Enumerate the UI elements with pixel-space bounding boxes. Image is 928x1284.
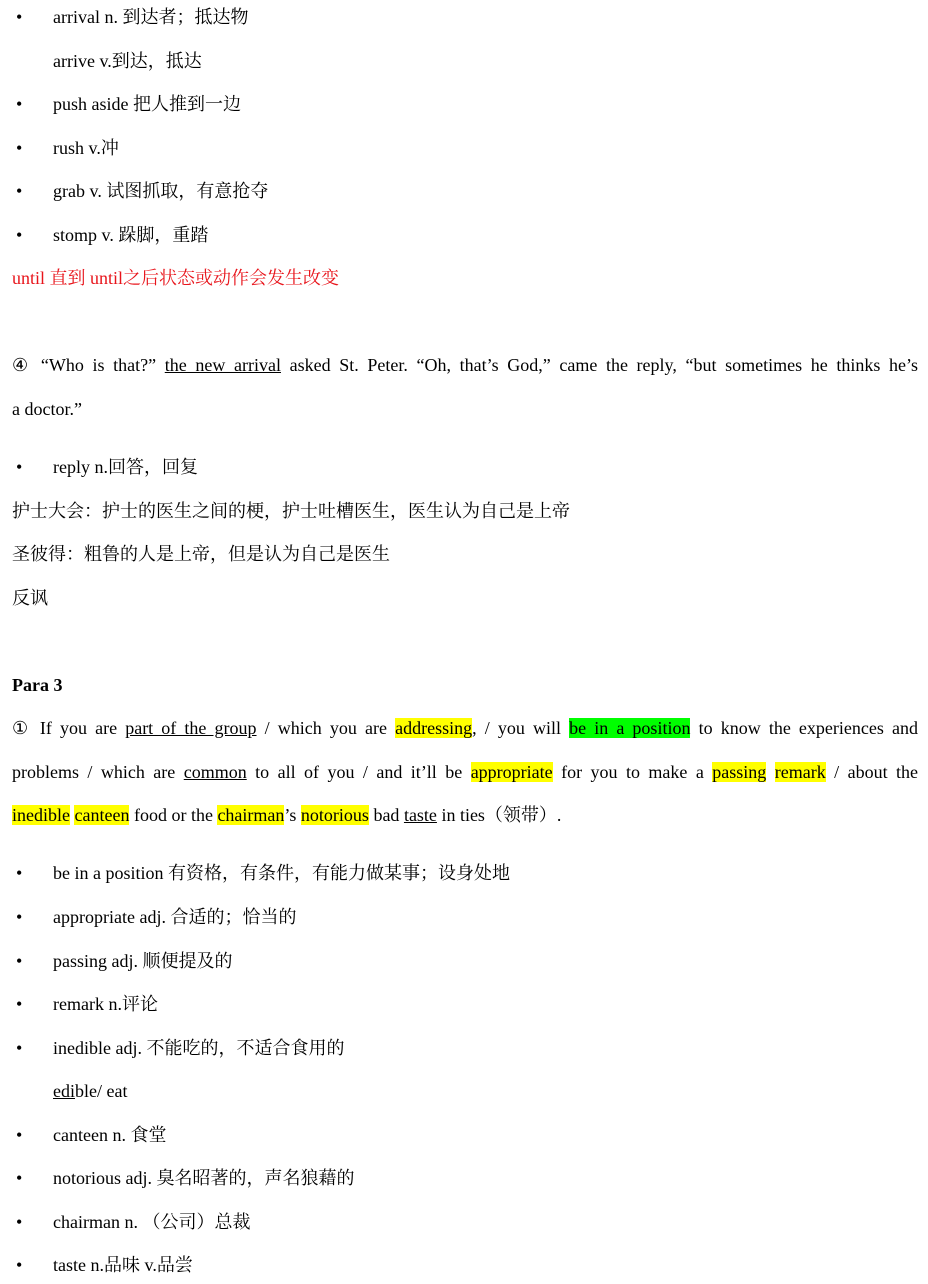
bullet-icon: • (16, 1255, 23, 1275)
vocab-text: reply n.回答，回复 (53, 457, 198, 477)
bullet-icon: • (16, 138, 23, 158)
vocab-text: appropriate adj. 合适的；恰当的 (53, 907, 297, 927)
para-text: bad (368, 805, 404, 825)
vocab-item (16, 949, 918, 973)
para-text: food or the (129, 805, 218, 825)
bullet-icon: • (16, 863, 23, 883)
quote-underline: the new arrival (164, 355, 281, 375)
quote-line-2: a doctor.” (12, 399, 82, 419)
vocab-item (16, 1123, 918, 1147)
vocab-text: push aside 把人推到一边 (53, 94, 241, 114)
vocab-item (16, 223, 918, 247)
bullet-icon: • (16, 994, 23, 1014)
highlighted-word: appropriate (470, 762, 553, 782)
para-line-3 (12, 803, 918, 827)
vocab-text: chairman n. （公司）总裁 (53, 1212, 251, 1232)
note-line: 反讽 (12, 588, 48, 608)
para-text: to all of you / and it’ll be (246, 762, 471, 782)
vocab-text: stomp v. 跺脚，重踏 (53, 225, 209, 245)
vocab-item (16, 861, 918, 885)
para-text: / which you are (256, 718, 396, 738)
vocab-text: canteen n. 食堂 (53, 1125, 167, 1145)
para-text: / about the (825, 762, 919, 782)
vocab-item (16, 992, 918, 1016)
vocab-item (16, 179, 918, 203)
vocab-item (16, 1210, 918, 1234)
highlighted-word: chairman (217, 805, 285, 825)
vocab-text: taste n.品味 v.品尝 (53, 1255, 193, 1275)
section-heading: Para 3 (12, 675, 63, 695)
bullet-icon: • (16, 1038, 23, 1058)
highlighted-word: addressing (395, 718, 473, 738)
note-line: 护士大会：护士的医生之间的梗，护士吐槽医生，医生认为自己是上帝 (12, 501, 570, 521)
para-text: ① If you are (12, 718, 126, 738)
underlined-phrase: part of the group (125, 718, 257, 738)
vocab-text: grab v. 试图抓取，有意抢夺 (53, 181, 269, 201)
vocab-item (16, 5, 918, 29)
underlined-root: edi (53, 1081, 75, 1101)
para-line-2 (12, 760, 918, 784)
note-line: 圣彼得：粗鲁的人是上帝，但是认为自己是医生 (12, 544, 390, 564)
para-text: to know the experiences and (690, 718, 918, 738)
vocab-item (16, 455, 918, 479)
para-text: problems / which are (12, 762, 184, 782)
para-text: ’s (284, 805, 301, 825)
quote-text: asked St. Peter. “Oh, that’s God,” came the reply, “but sometimes he thinks he’s (280, 355, 918, 375)
bullet-icon: • (16, 94, 23, 114)
bullet-icon: • (16, 457, 23, 477)
vocab-text: ble/ eat (75, 1081, 128, 1101)
para-text: for you to make a (552, 762, 713, 782)
bullet-icon: • (16, 181, 23, 201)
bullet-icon: • (16, 907, 23, 927)
vocab-text: notorious adj. 臭名昭著的，声名狼藉的 (53, 1168, 355, 1188)
vocab-item (16, 1253, 918, 1277)
vocab-text: be in a position 有资格，有条件，有能力做某事；设身处地 (53, 863, 510, 883)
highlighted-word: inedible (12, 805, 70, 825)
bullet-icon: • (16, 1125, 23, 1145)
vocab-item (16, 92, 918, 116)
underlined-word: taste (403, 805, 437, 825)
bullet-icon: • (16, 7, 23, 27)
vocab-subitem (53, 1079, 918, 1103)
underlined-word: common (183, 762, 247, 782)
highlighted-word: remark (774, 762, 826, 782)
vocab-item (16, 1166, 918, 1190)
bullet-icon: • (16, 1168, 23, 1188)
highlighted-word: notorious (300, 805, 369, 825)
highlighted-phrase: be in a position (569, 718, 691, 738)
vocab-item (16, 905, 918, 929)
highlighted-word: canteen (74, 805, 130, 825)
para-text (766, 762, 774, 782)
bullet-icon: • (16, 951, 23, 971)
vocab-text: inedible adj. 不能吃的，不适合食用的 (53, 1038, 345, 1058)
quote-line-1 (12, 353, 918, 377)
note-until: until 直到 until之后状态或动作会发生改变 (12, 268, 340, 288)
vocab-text: remark n.评论 (53, 994, 158, 1014)
para-text: in ties（领带）. (436, 805, 562, 825)
vocab-item (16, 1036, 918, 1060)
vocab-text: passing adj. 顺便提及的 (53, 951, 233, 971)
para-line-1 (12, 716, 918, 740)
highlighted-word: passing (712, 762, 767, 782)
bullet-icon: • (16, 1212, 23, 1232)
vocab-subitem: arrive v.到达，抵达 (53, 51, 202, 71)
vocab-text: rush v.冲 (53, 138, 119, 158)
vocab-item (16, 136, 918, 160)
bullet-icon: • (16, 225, 23, 245)
quote-text: ④ “Who is that?” (12, 355, 165, 375)
para-text: , / you will (472, 718, 570, 738)
vocab-text: arrival n. 到达者；抵达物 (53, 7, 249, 27)
